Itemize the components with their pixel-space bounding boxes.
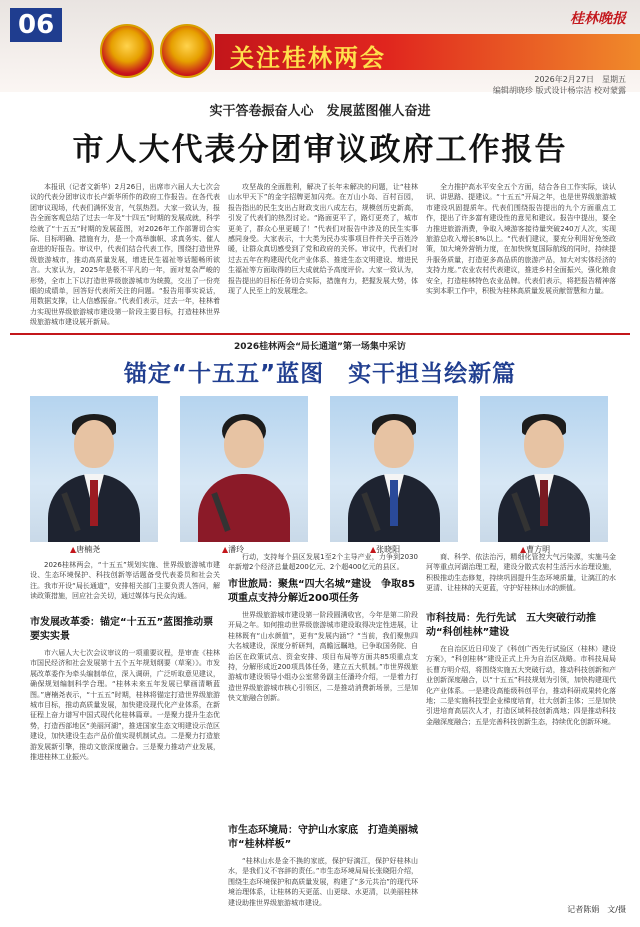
lead-column-1-text: 本报讯（记者文新华）2月26日，出席市六届人大七次会议的代表分团审议市长卢新华所作的政府工作报告。在各代表团审议现场，代表们满怀发言，气氛热烈。大家一致认为，报告全面客观总结了过去一年及“十四五”时期的发展成就，科学绘就了“十五五”时期的发展蓝图，对2026年工作部署切合实际、目标明确、措施有力，是一个高举旗帜、求真务实、催人奋进的好报告。审议中，代表们结合代表工作，围绕打造世界级旅游城市，推动高质量发展，增进民生福祉等话题畅所欲言。大家认为，2025年是极不平凡的一年，面对复杂严峻的形势，全市上下以打造世界级旅游城市为统揽，交出了一份亮眼的成绩单，回答好代表所关注的问题。“报告用事实说话，用数据支撑，让人信感振奋。”代表们表示，过去一年，桂林着力实现世界级旅游城市建设第一阶段主要目标，打造桂林世界级旅游城市建设展开新局。 [30, 183, 220, 327]
feature-intro-text: 2026桂林两会，“十五五”规划实施、世界级旅游城市建设、生态环境保护、科技创新等话题备受代表委员和社会关注。我市开设“局长通道”，安排相关部门主要负责人答问，解读政策措施，回应社会关切，通过媒体与民众沟通。 [30, 561, 220, 601]
lead-column-3-text: 全力推护高水平安全五个方面，结合各自工作实际，谈认识、讲思路、提建议。“十五五”开局之年，也是世界级旅游城市建设巩固提质年。代表们围绕报告提出的九个方面重点工作，提出了许多富有建设性的意见和建议。报告中提出，要全力推进旅游消费，争取入境游客接待量突破240万人次，实现旅游总收入增长8%以上。“代表们建议，要充分利用好免签政策，加大境外营销力度，在加快恢复国际航线的同时，持续提升服务质量，打造更多高品质的旅游产品，加大对实体经济的支持力度。”农业农村代表建议，推进乡村全面振兴，强化粮食安全，打造桂林特色农业品牌。代表们表示，将把报告精神落实到本职工作中，积极为桂林高质量发展贡献智慧和力量。 [426, 183, 616, 296]
official-photo-3 [330, 396, 458, 542]
cppcc-emblem-icon [160, 24, 214, 78]
dateline [493, 74, 626, 96]
official-photo-1 [30, 396, 158, 542]
national-emblem-icon [100, 24, 154, 78]
subhead-science-bureau: 市科技局：先行先试 五大突破行动推动“科创桂林”建设 [426, 613, 596, 638]
photo-caption-4: ▲曹方明 [520, 545, 551, 554]
photo-caption-1: ▲唐楠尧 [70, 545, 101, 554]
lead-headline: 市人大代表分团审议政府工作报告 [72, 132, 568, 168]
feature-column-1-body [30, 648, 220, 898]
feature-column-1-text: 市六届人大七次会议审议的一项重要议程，是审查《桂林市国民经济和社会发展第十五个五年规划纲要（草案）》。市发展改革委作为牵头编制单位，深入调研，广泛听取意见建议，确保规划编制科学合理。“桂林未来五年发展已擘画清晰蓝图。”唐楠尧表示，“十五五”时期，桂林将锚定打造世界级旅游城市目标，推动高质量发展，加快建设现代化产业体系，在新征程上奋力谱写中国式现代化桂林篇章。一是聚力提升生态优势，打造西部地区“美丽河湖”，推进国家生态文明建设示范区建设，加快建设生态产品价值实现机制试点。二是聚力打造旅游发展新引擎，推动文旅深度融合。三是聚力推动产业发展，推进桂林工业振兴。 [30, 649, 220, 762]
photo-caption-3: ▲张晓阳 [370, 545, 401, 554]
feature-column-3-text-1: 商、科学、依法治污，精细化管控大气污染源，实施马金河等重点河湖治理工程，建设分散式农村生活污水治理设施，积极推动生态修复，持续巩固提升生态环境质量，让漓江的水更清、让桂林的天更蓝，守护好桂林山水的颜值。 [426, 553, 616, 593]
lead-column-1 [30, 182, 220, 332]
photo-caption-2: ▲潘玲 [222, 545, 245, 554]
editor-credits: 编辑胡晓珍 版式设计杨宗洁 校对蒙露 [492, 86, 626, 95]
feature-column-2-text-2: “桂林山水是金不换的家底，保护好漓江，保护好桂林山水，是我们义不容辞的责任。”市生态环境局局长张晓阳介绍，围绕生态环境保护和高质量发展，构建了“多元共治”的现代环境治理体系，让桂林的天更蓝、山更绿、水更清，以美丽桂林建设助推世界级旅游城市建设。 [228, 857, 418, 907]
feature-column-2-intro-text: 行动，支持每个县区发展1至2个主导产业，力争到2030年新增2个经济总量超200亿元、2个超400亿元的县区。 [228, 553, 418, 572]
masthead-logo: 桂林晚报 [570, 11, 626, 27]
feature-kicker: 2026桂林两会“局长通道”第一场集中采访 [234, 342, 406, 352]
feature-column-2-body [228, 610, 418, 820]
section-divider [10, 333, 630, 335]
feature-headline: 锚定“十五五”蓝图 实干担当绘新篇 [123, 361, 517, 387]
lead-column-2-text: 攻坚战的全面胜利，解决了长年未解决的问题，让“桂林山水甲天下”的金字招牌更加闪亮。在万山小岛、百村百园，报告指出的民生支出占财政支出八成左右，规模创历史新高，引发了代表们的热烈讨论。“路面更平了，路灯更亮了，城市更美了，群众心里更暖了！”代表们对报告中涉及的民生实事感同身受。大家表示，十大类为民办实事项目件件关乎百姓冷暖，让群众真切感受到了党和政府的关怀。审议中，代表们对过去五年在构建现代化产业体系、推进生态文明建设、增进民生福祉等方面取得的巨大成就给予高度评价。大家一致认为，报告提出的目标任务切合实际，措施有力，把握发展大势，体现了人民至上的发展理念。 [228, 183, 418, 296]
feature-column-3-intro [426, 552, 616, 606]
feature-column-2-intro [228, 552, 418, 574]
feature-column-3-body [426, 644, 616, 900]
official-photo-4 [480, 396, 608, 542]
lead-column-2 [228, 182, 418, 332]
subhead-tourism-bureau: 市世旅局：聚焦“四大名城”建设 争取85项重点支持分解近200项任务 [228, 579, 416, 604]
feature-column-2-text-1: 世界级旅游城市建设第一阶段圆满收官，今年是第二阶段开局之年。如何推动世界级旅游城市建设取得决定性进展，让桂林既有“山水颜值”，更有“发展内涵”？“当前，我们聚焦四大名城建设，深度分析研判，高瞻远瞩地，已争取国务院、自治区在政策试点、资金安排、项目布局等方面共85项重点支持，分解形成近200项具体任务，建立五大机制。”市世界级旅游城市建设领导小组办公室常务副主任潘玲介绍，一是着力打造世界级旅游城市核心引领区，二是推动消费新场景，三是加快文旅融合创新。 [228, 611, 418, 703]
lead-kicker: 实干答卷振奋人心 发展蓝图催人奋进 [209, 104, 431, 119]
subhead-development-reform: 市发展改革委：锚定“十五五”蓝图推动票要实实景 [30, 617, 214, 642]
issue-date: 2026年2月27日 星期五 [534, 75, 626, 84]
feature-column-1-intro [30, 560, 220, 612]
official-photo-2 [180, 396, 308, 542]
byline: 记者陈娟 文/摄 [567, 905, 626, 914]
feature-column-2-body-2 [228, 856, 418, 922]
feature-column-3-text-2: 在自治区近日印发了《科创广西先行试验区（桂林）建设方案》，“科创桂林”建设正式上升为自治区战略。市科技局局长曹方明介绍，将围绕实施五大突破行动，推动科技创新和产业创新深度融合，以“十五五”科技规划为引领，加快构建现代化产业体系。一是建设高能级科创平台，推动科研成果转化落地；二是实施科技型企业梯度培育，壮大创新主体；三是加快引进培育高层次人才，打造区域科技创新高地；四是推动科技金融深度融合；五是完善科技创新生态，持续优化创新环境。 [426, 645, 616, 726]
page-number: 06 [10, 8, 62, 42]
subhead-ecology-bureau: 市生态环境局：守护山水家底 打造美丽城市“桂林样板” [228, 825, 418, 850]
lead-column-3 [426, 182, 616, 332]
section-title: 关注桂林两会 [230, 44, 386, 72]
